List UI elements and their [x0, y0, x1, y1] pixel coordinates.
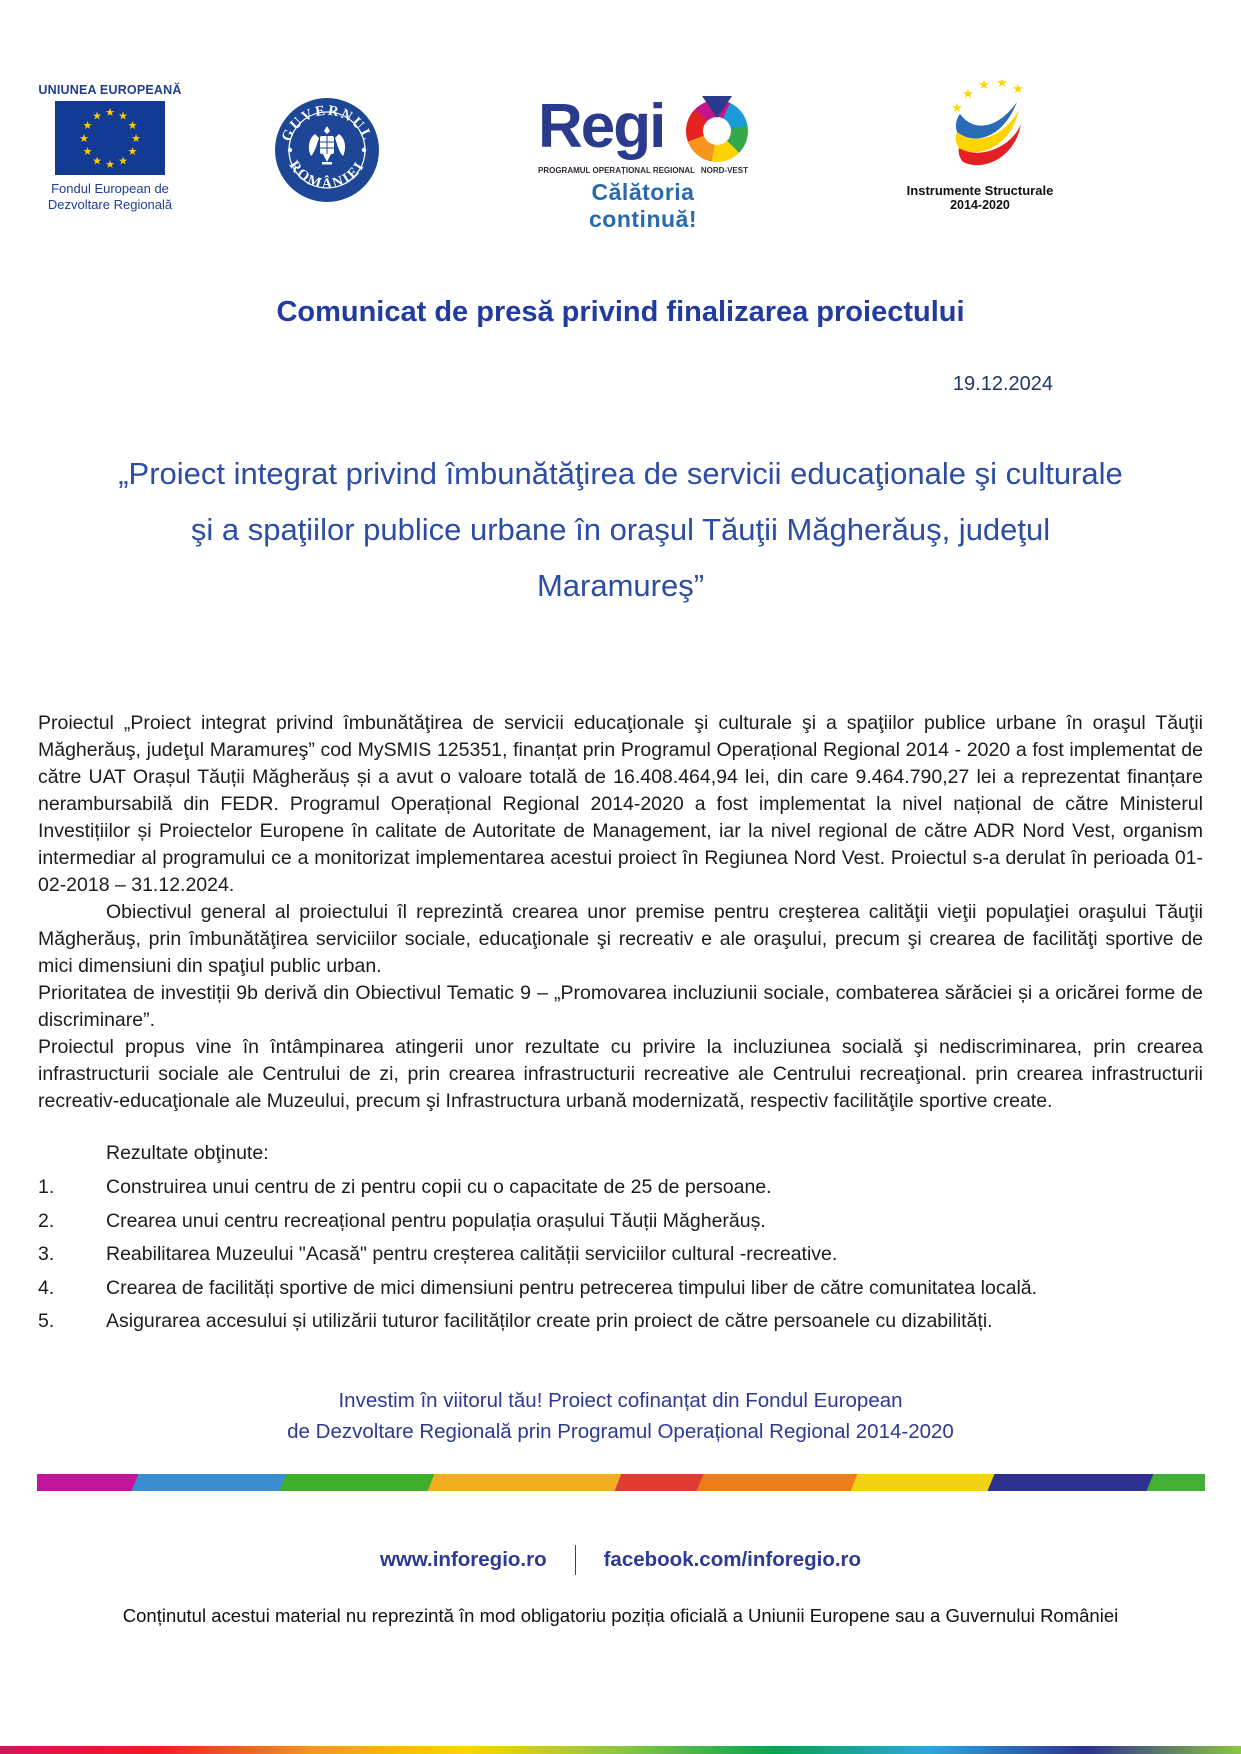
- svg-text:★: ★: [962, 87, 974, 102]
- list-item: [38, 1205, 1203, 1239]
- stripe-segment: [697, 1474, 870, 1491]
- results-heading: Rezultate obţinute:: [106, 1142, 269, 1164]
- paragraph-outcomes: Proiectul propus vine în întâmpinarea atingerii unor rezultate cu privire la incluziunea socială şi nediscriminarea, prin crearea infrastructurii sociale ale Centrului de zi, prin crearea infrastructurii recreative ale Centrului recreaţional. prin crearea infrastructurii recreativ-educaţionale ale Muzeului, precum şi Infrastructura urbană modernizată, respectiv facilităţile sportive create.: [38, 1036, 1203, 1112]
- svg-text:★: ★: [951, 101, 963, 116]
- list-item: [38, 1238, 1203, 1272]
- eu-logo-subtitle: [30, 181, 190, 213]
- svg-text:★: ★: [127, 119, 138, 132]
- invest-line2: de Dezvoltare Regională prin Programul Operațional Regional 2014-2020: [287, 1419, 954, 1443]
- list-item-number: 3.: [38, 1243, 55, 1265]
- document-date: 19.12.2024: [952, 373, 1053, 395]
- instrumente-structurale-logo: [855, 80, 1105, 212]
- eu-flag-icon: [55, 101, 165, 175]
- government-romania-logo: [273, 96, 381, 209]
- regio-wordmark: Regi: [538, 92, 665, 161]
- link-separator: [575, 1545, 576, 1575]
- paragraph-priority: Prioritatea de investiții 9b derivă din Obiectivul Tematic 9 – „Promovarea incluziunii sociale, combaterea sărăciei și a oricărei forme de discriminare”.: [38, 982, 1203, 1031]
- footer-stripe: [37, 1474, 1205, 1491]
- disclaimer-text: Conținutul acestui material nu reprezintă în mod obligatoriu poziția oficială a Uniunii Europene sau a Guvernului României: [122, 1604, 1119, 1626]
- inforegio-facebook-link[interactable]: facebook.com/inforegio.ro: [603, 1547, 862, 1571]
- eu-flag-stars: [55, 101, 165, 175]
- svg-text:★: ★: [1012, 82, 1024, 97]
- page-title: Comunicat de presă privind finalizarea proiectului: [276, 296, 965, 328]
- stripe-segment: [428, 1474, 634, 1491]
- svg-text:★: ★: [82, 119, 93, 132]
- list-item-text: Asigurarea accesului și utilizării tuturor facilităților create prin proiect de către persoanele cu dizabilități.: [106, 1310, 993, 1332]
- regio-logo: [538, 92, 748, 233]
- svg-text:★: ★: [82, 145, 93, 158]
- stripe-segment: [850, 1474, 1006, 1491]
- regio-region-label: NORD-VEST: [700, 166, 748, 175]
- instrumente-structurale-period: 2014-2020: [950, 198, 1010, 212]
- results-list: [38, 1171, 1203, 1339]
- instrumente-structurale-icon: [905, 80, 1055, 176]
- list-item-text: Crearea de facilități sportive de mici dimensiuni pentru petrecerea timpului liber de către comunitatea locală.: [106, 1276, 1038, 1299]
- invest-line1: Investim în viitorul tău! Proiect cofinanțat din Fondul European: [338, 1388, 903, 1412]
- project-title: „Proiect integrat privind îmbunătăţirea de servicii educaţionale şi culturale şi a spaţiilor publice urbane în oraşul Tăuţii Măgherăuş, judeţul Maramureş”: [118, 456, 1123, 603]
- svg-text:★: ★: [105, 158, 115, 171]
- instrumente-structurale-label: Instrumente Structurale: [906, 183, 1054, 198]
- stripe-segment: [280, 1474, 447, 1491]
- list-item-number: 4.: [38, 1276, 55, 1299]
- government-seal-top-text: GUVERNUL: [278, 102, 376, 145]
- footer-links: [0, 1545, 1241, 1575]
- svg-text:★: ★: [105, 106, 115, 119]
- eu-logo-subtitle-line1: Fondul European de: [51, 181, 169, 196]
- list-item-number: 2.: [38, 1209, 55, 1232]
- regio-tagline: Călătoria continuă!: [589, 179, 697, 232]
- logo-strip: [0, 80, 1241, 240]
- paragraph-objective: Obiectivul general al proiectului îl reprezintă crearea unor premise pentru creşterea calităţii vieţii populaţiei oraşului Tăuţii Măgherăuş, prin îmbunătăţirea serviciilor sociale, educaţionale şi recreativ e ale oraşului, precum şi crearea de facilităţi sportive de mici dimensiuni din spaţiul public urban.: [38, 901, 1203, 977]
- list-item-text: Construirea unui centru de zi pentru copii cu o capacitate de 25 de persoane.: [106, 1176, 772, 1198]
- list-item-text: Crearea unui centru recreațional pentru populația orașului Tăuții Măgherăuș.: [106, 1209, 766, 1232]
- svg-text:★: ★: [92, 109, 102, 123]
- list-item-number: 5.: [38, 1310, 55, 1332]
- svg-text:★: ★: [118, 154, 128, 168]
- eu-logo-subtitle-line2: Dezvoltare Regională: [47, 197, 173, 212]
- svg-text:★: ★: [79, 132, 89, 145]
- list-item: [38, 1272, 1203, 1306]
- invest-statement: [0, 1385, 1241, 1447]
- svg-text:★: ★: [127, 145, 138, 158]
- eu-logo-title: UNIUNEA EUROPEANĂ: [38, 83, 182, 97]
- government-seal-icon: [273, 96, 381, 204]
- list-item-number: 1.: [38, 1176, 55, 1198]
- eu-logo: [30, 83, 190, 213]
- government-seal-bottom-text: ROMÂNIEI: [285, 157, 369, 193]
- svg-text:★: ★: [92, 154, 102, 168]
- svg-text:★: ★: [996, 80, 1008, 91]
- svg-text:★: ★: [131, 132, 141, 145]
- body-text: [38, 710, 1203, 1115]
- inforegio-website-link[interactable]: www.inforegio.ro: [379, 1547, 547, 1571]
- stripe-segment: [988, 1474, 1166, 1491]
- regio-program-label: PROGRAMUL OPERAȚIONAL REGIONAL: [538, 166, 696, 175]
- list-item: [38, 1171, 1203, 1205]
- stripe-segment: [132, 1474, 299, 1491]
- svg-text:★: ★: [978, 80, 990, 93]
- stripe-segment: [1147, 1474, 1205, 1491]
- svg-text:★: ★: [118, 109, 128, 123]
- bottom-rainbow-bar: [0, 1746, 1241, 1754]
- list-item-text: Reabilitarea Muzeului "Acasă" pentru creșterea calității serviciilor cultural -recreative.: [106, 1243, 838, 1265]
- list-item: [38, 1305, 1203, 1339]
- paragraph-project-description: Proiectul „Proiect integrat privind îmbunătăţirea de servicii educaţionale şi culturale şi a spaţiilor publice urbane în oraşul Tăuţii Măgherăuş, judeţul Maramureş” cod MySMIS 125351, finanțat prin Programul Operațional Regional 2014 - 2020 a fost implementat de către UAT Orașul Tăuții Măgherăuș și a avut o valoare totală de 16.408.464,94 lei, din care 9.464.790,27 lei a reprezentat finanțare nerambursabilă din FEDR. Programul Operațional Regional 2014-2020 a fost implementat la nivel național de către Ministerul Investițiilor și Proiectelor Europene în calitate de Autoritate de Management, iar la nivel regional de către ADR Nord Vest, organism intermediar al programului ce a monitorizat implementarea acestui proiect în Regiunea Nord Vest. Proiectul s-a derulat în perioada 01-02-2018 – 31.12.2024.: [38, 712, 1203, 896]
